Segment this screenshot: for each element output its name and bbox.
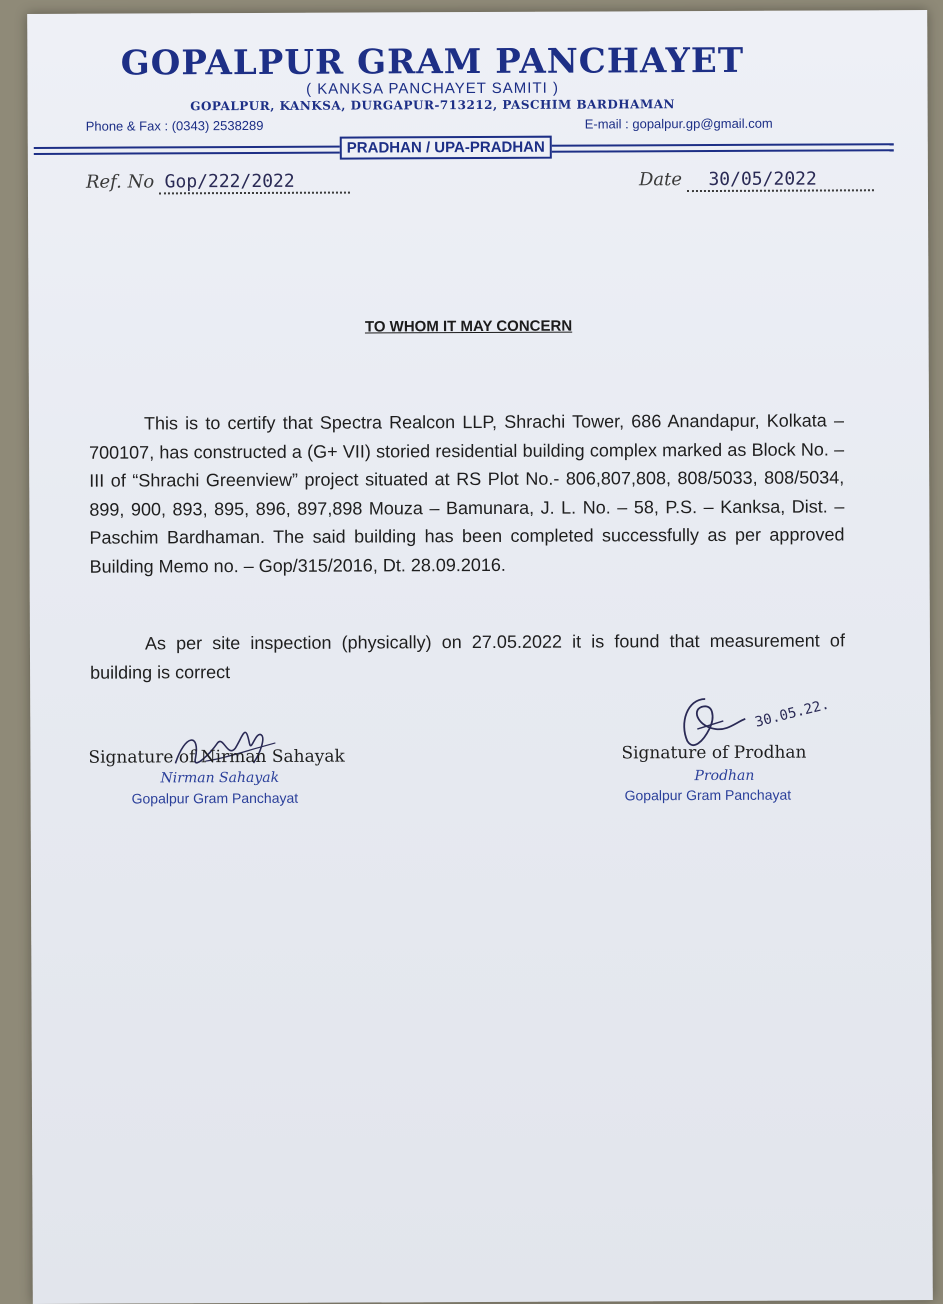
samiti-name: ( KANKSA PANCHAYET SAMITI ) (306, 79, 559, 98)
prodhan-signature-date: 30.05.22. (753, 696, 831, 731)
prodhan-stamp-title: Prodhan (694, 767, 755, 785)
date-value: 30/05/2022 (686, 168, 873, 192)
email-address: E-mail : gopalpur.gp@gmail.com (584, 115, 773, 132)
ref-label: Ref. No (85, 171, 155, 193)
letter-page (27, 10, 933, 1304)
ref-value: Gop/222/2022 (159, 171, 350, 195)
office-badge: PRADHAN / UPA-PRADHAN (340, 136, 552, 160)
letter-heading: TO WHOM IT MAY CONCERN (364, 317, 573, 336)
nirman-sahayak-stamp-title: Nirman Sahayak (160, 769, 280, 787)
prodhan-caption: Signature of Prodhan (621, 742, 807, 764)
nirman-sahayak-caption: Signature of Nirman Sahayak (88, 746, 345, 768)
certification-paragraph: This is to certify that Spectra Realcon LLP, Shrachi Tower, 686 Anandapur, Kolkata – 700107, has constructed a (G+ VII) storied residential building complex marked as Block No. – III of “Shrachi Greenview” project situated at RS Plot No.- 806,807,808, 808/5033, 808/5034, 899, 900, 893, 895, 896, 897,898 Mouza – Bamunara, J. L. No. – 58, P.S. – Kanksa, Dist. – Paschim Bardhaman. The said building has been completed successfully as per approved Building Memo no. – Gop/315/2016, Dt. 28.09.2016. (89, 410, 845, 577)
org-address: GOPALPUR, KANKSA, DURGAPUR-713212, PASCHIM BARDHAMAN (190, 97, 676, 114)
nirman-sahayak-stamp-org: Gopalpur Gram Panchayat (131, 789, 299, 807)
ref-line (86, 171, 350, 195)
inspection-paragraph: As per site inspection (physically) on 27.05.2022 it is found that measurement of building is correct (90, 630, 845, 683)
date-label: Date (638, 169, 683, 191)
prodhan-stamp-org: Gopalpur Gram Panchayat (624, 786, 792, 804)
phone-fax: Phone & Fax : (0343) 2538289 (85, 117, 264, 134)
org-name: GOPALPUR GRAM PANCHAYET (120, 40, 745, 84)
date-line (639, 168, 874, 192)
